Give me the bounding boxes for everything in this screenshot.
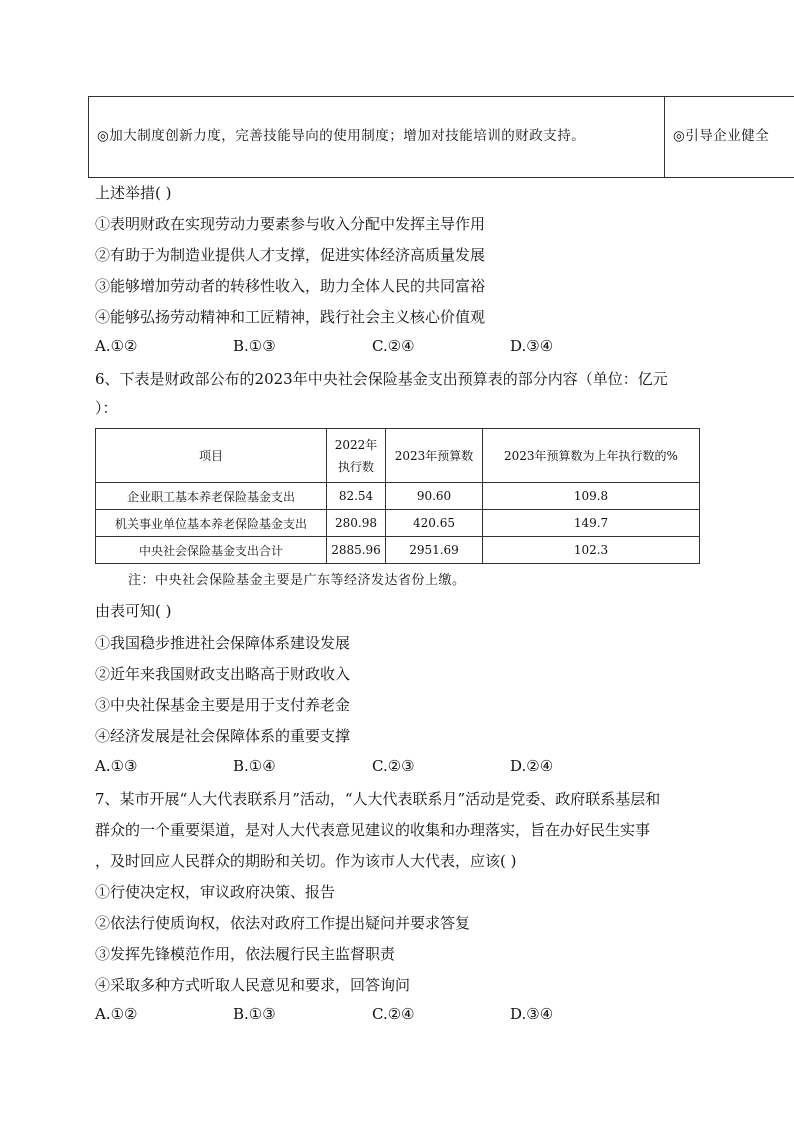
header-2022-line-1: 2022年 — [334, 437, 378, 452]
q7-option-a[interactable]: A.①② — [95, 1005, 138, 1023]
measure-text-1: ◎加大制度创新力度，完善技能导向的使用制度；增加对技能培训的财政支持。 — [97, 128, 586, 144]
q5-option-c[interactable]: C.②④ — [372, 337, 415, 355]
header-item: 项目 — [96, 429, 327, 483]
q7-stem-line-3: ，及时回应人民群众的期盼和关切。作为该市人大代表，应该( ) — [95, 852, 517, 870]
measure-text-2: ◎引导企业健全 — [673, 128, 770, 144]
q5-option-d[interactable]: D.③④ — [510, 337, 554, 355]
q7-option-c[interactable]: C.②④ — [372, 1005, 415, 1023]
q6-item-1: ①我国稳步推进社会保障体系建设发展 — [95, 634, 351, 652]
q7-stem-line-1: 7、某市开展“人大代表联系月”活动，“人大代表联系月”活动是党委、政府联系基层和 — [95, 790, 661, 808]
q5-item-1: ①表明财政在实现劳动力要素参与收入分配中发挥主导作用 — [95, 215, 486, 233]
cell-item: 中央社会保险基金支出合计 — [96, 537, 327, 564]
cell-item: 企业职工基本养老保险基金支出 — [96, 483, 327, 510]
top-measures-table — [88, 96, 794, 178]
q5-stem: 上述举措( ) — [95, 184, 172, 202]
cell-ratio: 149.7 — [483, 510, 700, 537]
q6-lead: 由表可知( ) — [95, 602, 172, 620]
cell-2022: 280.98 — [327, 510, 386, 537]
q6-item-3: ③中央社保基金主要是用于支付养老金 — [95, 696, 351, 714]
header-2022 — [327, 429, 386, 483]
q5-option-b[interactable]: B.①③ — [233, 337, 276, 355]
header-2022-line-2: 执行数 — [337, 459, 374, 474]
cell-ratio: 109.8 — [483, 483, 700, 510]
q6-option-a[interactable]: A.①③ — [95, 757, 138, 775]
budget-table — [95, 428, 700, 564]
q6-option-b[interactable]: B.①④ — [233, 757, 276, 775]
measure-cell-1 — [89, 97, 665, 177]
q6-stem-line-1: 6、下表是财政部公布的2023年中央社会保险基金支出预算表的部分内容（单位：亿元 — [95, 370, 668, 388]
table-row — [96, 483, 700, 510]
q6-item-4: ④经济发展是社会保障体系的重要支撑 — [95, 727, 351, 745]
q6-option-d[interactable]: D.②④ — [510, 757, 554, 775]
cell-2022: 2885.96 — [327, 537, 386, 564]
q7-item-4: ④采取多种方式听取人民意见和要求，回答询问 — [95, 976, 411, 994]
q5-item-3: ③能够增加劳动者的转移性收入，助力全体人民的共同富裕 — [95, 277, 486, 295]
q5-option-a[interactable]: A.①② — [95, 337, 138, 355]
cell-2023: 2951.69 — [386, 537, 483, 564]
q7-option-d[interactable]: D.③④ — [510, 1005, 554, 1023]
q7-item-3: ③发挥先锋模范作用，依法履行民主监督职责 — [95, 945, 396, 963]
header-2023-budget: 2023年预算数 — [386, 429, 483, 483]
table-header-row — [96, 429, 700, 483]
q6-stem-line-2: ）： — [95, 399, 118, 417]
cell-item: 机关事业单位基本养老保险基金支出 — [96, 510, 327, 537]
q7-option-b[interactable]: B.①③ — [233, 1005, 276, 1023]
cell-2023: 90.60 — [386, 483, 483, 510]
q5-item-4: ④能够弘扬劳动精神和工匠精神，践行社会主义核心价值观 — [95, 308, 486, 326]
header-ratio: 2023年预算数为上年执行数的% — [483, 429, 700, 483]
q7-stem-line-2: 群众的一个重要渠道，是对人大代表意见建议的收集和办理落实，旨在办好民生实事 — [95, 821, 651, 839]
table-row — [96, 510, 700, 537]
cell-2023: 420.65 — [386, 510, 483, 537]
q7-item-1: ①行使决定权，审议政府决策、报告 — [95, 883, 336, 901]
q6-option-c[interactable]: C.②③ — [372, 757, 415, 775]
q6-item-2: ②近年来我国财政支出略高于财政收入 — [95, 665, 351, 683]
table-note: 注：中央社会保险基金主要是广东等经济发达省份上缴。 — [128, 573, 466, 588]
table-row — [96, 537, 700, 564]
cell-2022: 82.54 — [327, 483, 386, 510]
q7-item-2: ②依法行使质询权，依法对政府工作提出疑问并要求答复 — [95, 914, 471, 932]
q5-item-2: ②有助于为制造业提供人才支撑，促进实体经济高质量发展 — [95, 246, 486, 264]
cell-ratio: 102.3 — [483, 537, 700, 564]
